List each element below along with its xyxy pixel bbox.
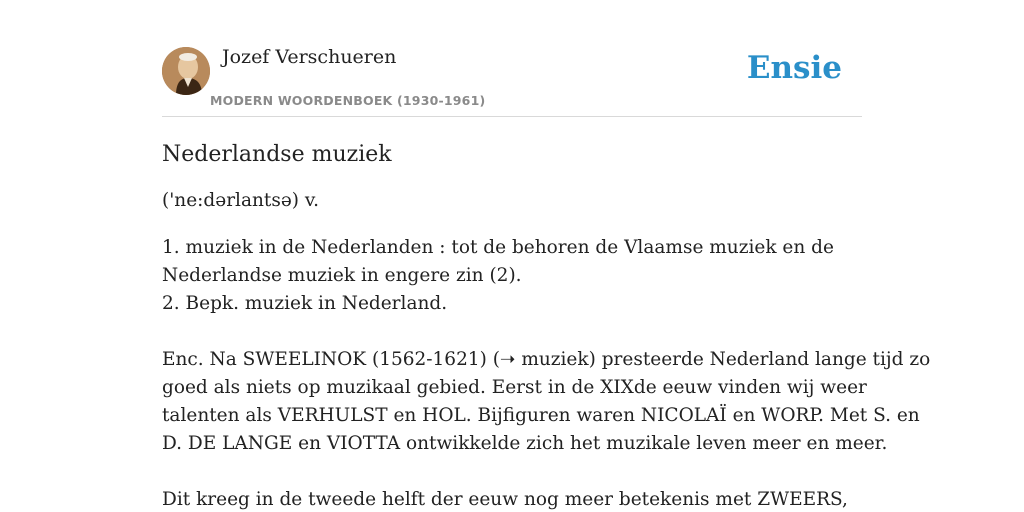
entry-header <box>162 46 862 117</box>
definition-line: Dit kreeg in de tweede helft der eeuw nog meer betekenis met ZWEERS, <box>162 489 848 510</box>
ensie-logo[interactable]: Ensie <box>746 50 842 86</box>
paragraph-spacer <box>162 458 862 486</box>
pronunciation: ('ne:dərlantsə) v. <box>162 190 320 211</box>
entry-content <box>162 138 931 512</box>
paragraph-spacer <box>162 318 862 346</box>
author-name-link[interactable]: Jozef Verschueren <box>222 46 397 68</box>
source-title-link[interactable]: MODERN WOORDENBOEK (1930-1961) <box>210 93 486 108</box>
definition-line: goed als niets op muzikaal gebied. Eerst in de XIXde eeuw vinden wij weer <box>162 377 867 398</box>
author-avatar[interactable] <box>162 47 210 95</box>
definition-line: Nederlandse muziek in engere zin (2). <box>162 265 522 286</box>
definition-line: 2. Bepk. muziek in Nederland. <box>162 293 448 314</box>
entry-title: Nederlandse muziek <box>162 142 392 167</box>
definition-line: Enc. Na SWEELINOK (1562-1621) (➝ muziek) presteerde Nederland lange tijd zo <box>162 349 931 370</box>
definition-line: D. DE LANGE en VIOTTA ontwikkelde zich het muzikale leven meer en meer. <box>162 433 888 454</box>
author-portrait-image <box>162 47 210 95</box>
definition-text <box>162 234 931 512</box>
definition-line: 1. muziek in de Nederlanden : tot de behoren de Vlaamse muziek en de <box>162 237 834 258</box>
definition-line: talenten als VERHULST en HOL. Bijfiguren waren NICOLAÏ en WORP. Met S. en <box>162 405 920 426</box>
